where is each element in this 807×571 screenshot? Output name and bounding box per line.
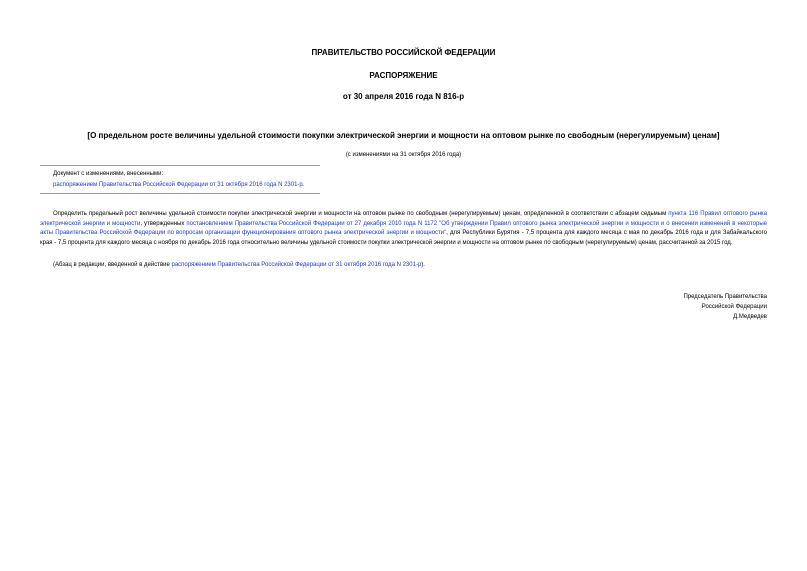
paragraph-text-1: Определить предельный рост величины удельной стоимости покупки электрической энергии и мощности на оптовом рынке по свободным (нерегулируемым) ценам, определенной в соответствии с абзацем седьмым xyxy=(53,211,669,217)
bottom-divider xyxy=(40,193,320,194)
document-changes-block xyxy=(53,169,304,191)
resolution-link[interactable]: постановлением Правительства Российской Федерации от 27 декабря 2010 года N 1172 "Об утверждении Правил оптового рынка электрической энергии и мощности и о внесении изменений в некоторые акты Правительства Российской Федерации по вопросам организации функционирования оптового рынка электрической энергии и мощности" xyxy=(40,220,767,237)
main-paragraph xyxy=(40,210,767,248)
paragraph-text-3: , для Республики Бурятия - 7,5 процента для каждого месяца с мая по декабрь 2016 года и для Забайкальского края - 7,5 процента для каждого месяца с ноября по декабрь 2016 года относительно величины удельной стоимости покупки электрической энергии и мощности на оптовом рынке по свободным (нерегулируемым) ценам, рассчитанной за 2015 год. xyxy=(40,230,767,246)
signature-org: Российской Федерации xyxy=(701,304,767,310)
government-heading: ПРАВИТЕЛЬСТВО РОССИЙСКОЙ ФЕДЕРАЦИИ xyxy=(311,48,496,57)
amendment-link[interactable]: распоряжением Правительства Российской Федерации от 31 октября 2016 года N 2301-р. xyxy=(53,182,305,188)
signature-name: Д.Медведев xyxy=(733,314,767,320)
top-divider xyxy=(40,165,320,166)
signature-position: Председатель Правительства xyxy=(683,294,767,300)
edition-note-text-1: (Абзац в редакции, введенной в действие xyxy=(53,262,172,268)
paragraph-text-2: , утвержденных xyxy=(140,220,187,227)
paragraph-edition-note xyxy=(53,262,425,268)
document-changes-label: Документ с изменениями, внесенными: xyxy=(53,171,164,177)
document-type-heading: РАСПОРЯЖЕНИЕ xyxy=(369,71,438,80)
changes-note: (с изменениями на 31 октября 2016 года) xyxy=(345,152,462,158)
signature-block xyxy=(683,292,767,322)
document-title: [О предельном росте величины удельной стоимости покупки электрической энергии и мощности на оптовом рынке по свободным (нерегулируемым) ценам] xyxy=(87,131,720,140)
document-date-number: от 30 апреля 2016 года N 816-р xyxy=(342,92,465,101)
rules-clause-link[interactable]: пункта 116 Правил оптового рынка электрической энергии и мощности xyxy=(40,211,767,227)
edition-amendment-link[interactable]: распоряжением Правительства Российской Федерации от 31 октября 2016 года N 2301-р xyxy=(171,262,422,268)
edition-note-text-2: ). xyxy=(421,262,425,268)
